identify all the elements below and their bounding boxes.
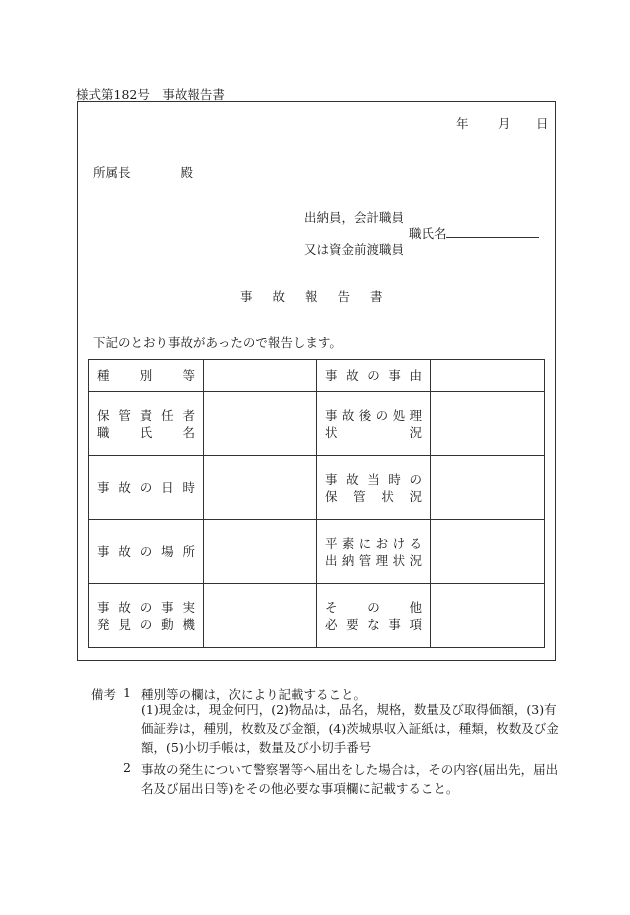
signature-line: [446, 237, 539, 238]
date-year: 年: [456, 116, 469, 131]
addressee-title: 所属長: [93, 165, 131, 180]
note-2-text: 事故の発生について警察署等へ届出をした場合は，その内容(届出先，届出名及び届出日等)をその他必要な事項欄に記載すること。: [141, 762, 559, 796]
right-label-line: 事 故 後 の 処 理: [325, 407, 422, 423]
right-label-line: 出 納 管 理 状 況: [325, 552, 422, 568]
table-row: [89, 360, 545, 392]
table-row: [89, 584, 545, 648]
right-label-line: 平 素 に お け る: [325, 535, 422, 551]
right-label-line: 事 故 の 事 由: [325, 368, 422, 383]
right-label-cell: [317, 392, 431, 456]
left-label-line: 種 別 等: [97, 368, 195, 383]
left-label-line: 職 氏 名: [97, 424, 195, 440]
left-label-cell: [89, 584, 204, 648]
table-row: [89, 392, 545, 456]
note-1-body: (1)現金は，現金何円，(2)物品は，品名，規格，数量及び取得価額，(3)有価証券は，種別，枚数及び金額，(4)茨城県収入証紙は，種類，枚数及び金額，(5)小切手帳は，数量及び小切手番号: [141, 702, 559, 755]
left-value-cell[interactable]: [204, 456, 317, 520]
left-label-cell: [89, 360, 204, 392]
left-label-line: 事 故 の 場 所: [97, 544, 195, 559]
left-label-cell: [89, 392, 204, 456]
notes-heading: 備考: [91, 687, 117, 702]
left-value-cell[interactable]: [204, 392, 317, 456]
right-label-line: 状 況: [325, 424, 422, 440]
form-number-label: 様式第182号 事故報告書: [76, 87, 225, 102]
right-label-cell: [317, 584, 431, 648]
date-month: 月: [498, 116, 511, 131]
right-value-cell[interactable]: [431, 520, 545, 584]
lead-sentence: 下記のとおり事故があったので報告します。: [93, 335, 342, 350]
left-value-cell[interactable]: [204, 584, 317, 648]
left-label-line: 事 故 の 事 実: [97, 599, 195, 615]
left-value-cell[interactable]: [204, 360, 317, 392]
left-label-line: 保 管 責 任 者: [97, 407, 195, 423]
left-label-cell: [89, 520, 204, 584]
right-value-cell[interactable]: [431, 584, 545, 648]
note-1-title: 種別等の欄は，次により記載すること。: [141, 687, 367, 702]
right-label-line: 必 要 な 事 項: [325, 616, 422, 632]
right-label-cell: [317, 456, 431, 520]
left-label-line: 発 見 の 動 機: [97, 616, 195, 632]
sender-line-2: 又は資金前渡職員: [304, 242, 405, 257]
left-label-line: 事 故 の 日 時: [97, 480, 195, 495]
left-label-cell: [89, 456, 204, 520]
right-label-line: 保 管 状 況: [325, 488, 422, 504]
addressee-honorific: 殿: [180, 165, 194, 180]
right-label-cell: [317, 360, 431, 392]
date-day: 日: [536, 116, 549, 131]
right-value-cell[interactable]: [431, 456, 545, 520]
table-row: [89, 520, 545, 584]
date-line: [456, 114, 549, 132]
document-title: 事故報告書: [240, 289, 403, 304]
sign-label: 職氏名: [409, 226, 447, 241]
sender-line-1: 出納員，会計職員: [304, 210, 405, 225]
right-label-cell: [317, 520, 431, 584]
note-2-number: 2: [123, 760, 131, 775]
note-1-number: 1: [123, 685, 131, 700]
right-value-cell[interactable]: [431, 360, 545, 392]
report-table: [88, 359, 545, 648]
right-label-line: そ の 他: [325, 599, 422, 615]
table-row: [89, 456, 545, 520]
right-label-line: 事 故 当 時 の: [325, 471, 422, 487]
addressee: [93, 163, 193, 181]
right-value-cell[interactable]: [431, 392, 545, 456]
left-value-cell[interactable]: [204, 520, 317, 584]
